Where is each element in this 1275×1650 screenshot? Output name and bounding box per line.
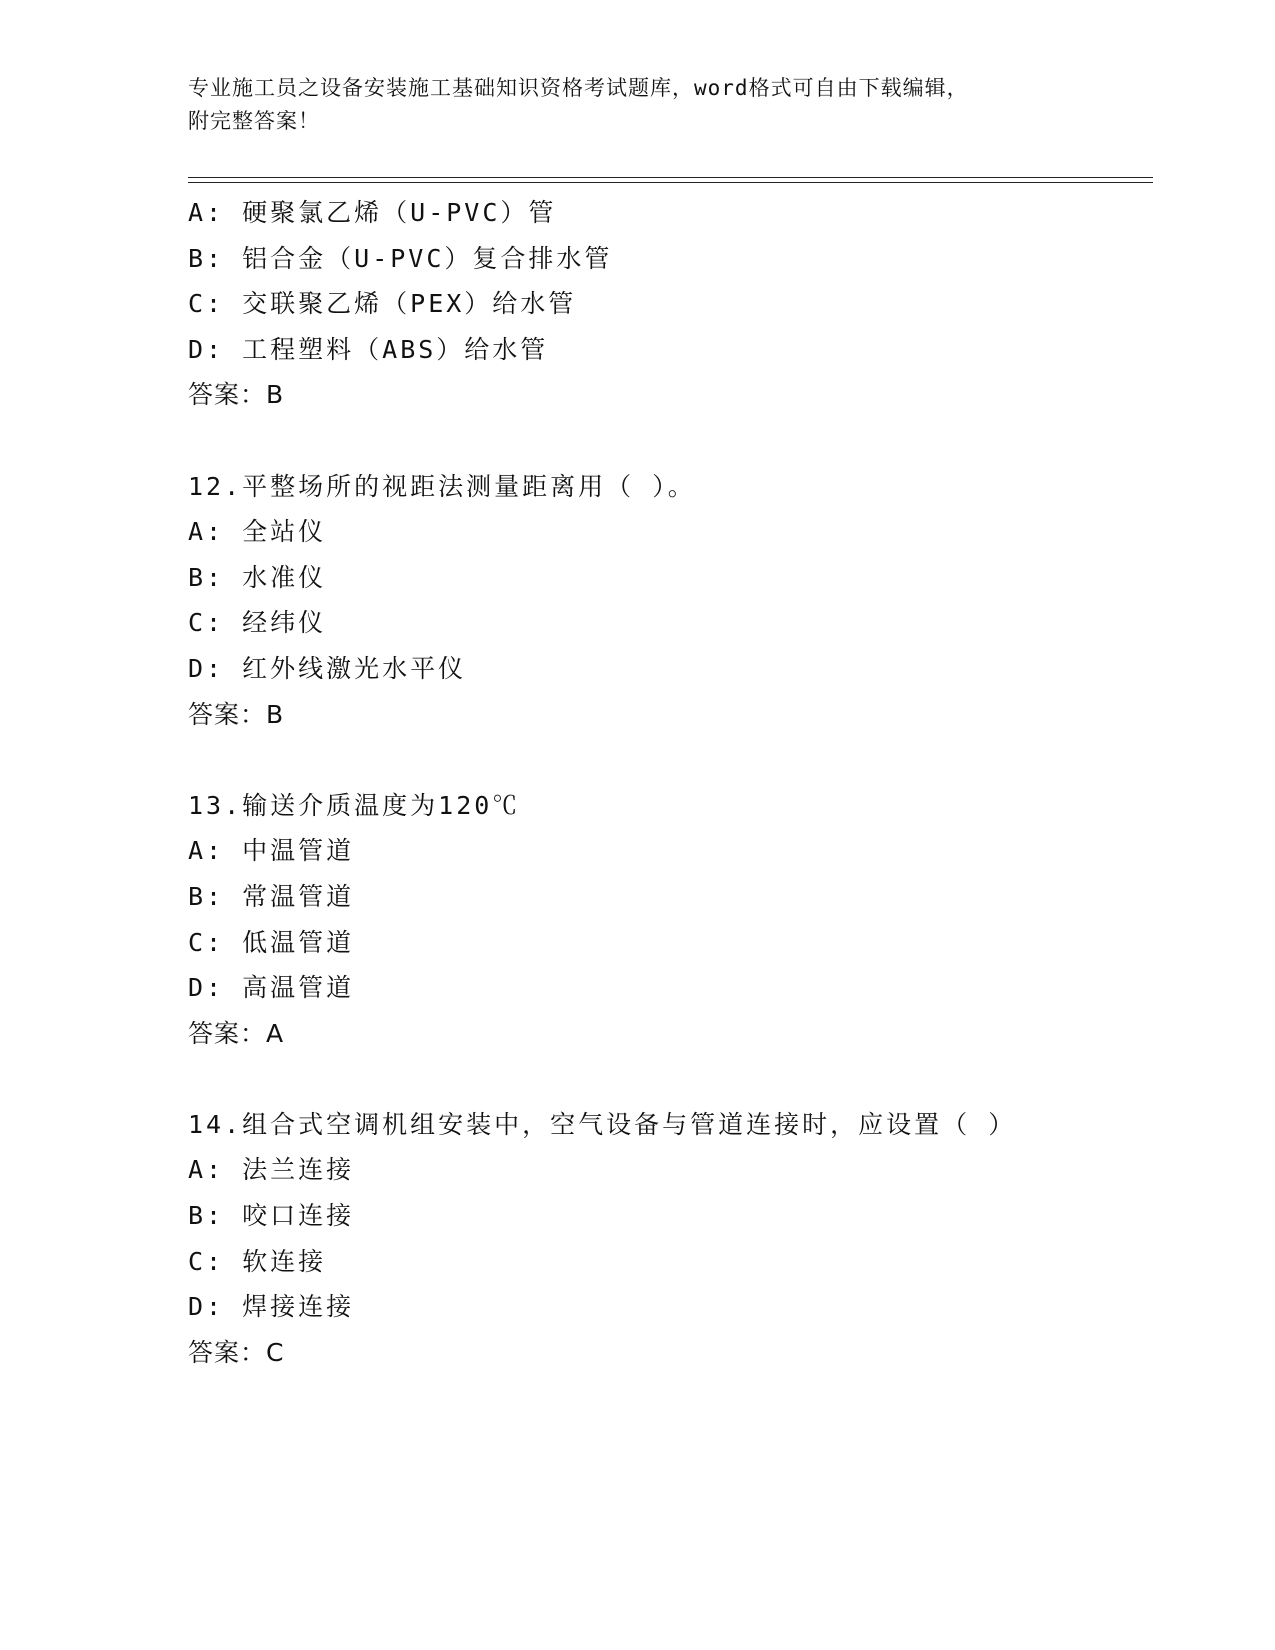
header-divider-bottom xyxy=(188,182,1153,183)
question-11-option-b: B: 铝合金（U-PVC）复合排水管 xyxy=(188,243,613,273)
document-header xyxy=(188,72,1088,138)
question-12-option-b: B: 水准仪 xyxy=(188,562,327,592)
question-14-option-a: A: 法兰连接 xyxy=(188,1155,355,1185)
question-11-answer: 答案：B xyxy=(188,380,285,410)
question-13-option-b: B: 常温管道 xyxy=(188,881,355,911)
question-13-option-a: A: 中温管道 xyxy=(188,836,355,866)
header-line-2: 附完整答案！ xyxy=(188,109,320,133)
question-12-answer: 答案：B xyxy=(188,699,285,729)
question-11-option-d: D: 工程塑料（ABS）给水管 xyxy=(188,334,549,364)
question-12-option-a: A: 全站仪 xyxy=(188,517,327,547)
question-12-option-d: D: 红外线激光水平仪 xyxy=(188,653,467,683)
question-13 xyxy=(188,783,1148,1057)
question-11 xyxy=(188,190,1148,418)
question-11-option-c: C: 交联聚乙烯（PEX）给水管 xyxy=(188,289,577,319)
question-13-stem: 13.输送介质温度为120℃ xyxy=(188,790,521,820)
question-13-option-c: C: 低温管道 xyxy=(188,927,355,957)
question-12-option-c: C: 经纬仪 xyxy=(188,608,327,638)
question-14-option-d: D: 焊接连接 xyxy=(188,1292,355,1322)
question-list xyxy=(188,190,1148,1375)
header-divider-top xyxy=(188,177,1153,178)
question-12-stem: 12.平整场所的视距法测量距离用（ ）。 xyxy=(188,471,696,501)
spacer xyxy=(188,418,1148,464)
question-14-option-c: C: 软连接 xyxy=(188,1246,327,1276)
question-13-option-d: D: 高温管道 xyxy=(188,973,355,1003)
question-14-answer: 答案：C xyxy=(188,1337,285,1367)
question-14-option-b: B: 咬口连接 xyxy=(188,1201,355,1231)
header-line-1: 专业施工员之设备安装施工基础知识资格考试题库，word格式可自由下载编辑， xyxy=(188,76,969,100)
question-11-option-a: A: 硬聚氯乙烯（U-PVC）管 xyxy=(188,198,557,227)
question-13-answer: 答案：A xyxy=(188,1018,285,1048)
question-14 xyxy=(188,1102,1148,1376)
question-12 xyxy=(188,464,1148,738)
spacer xyxy=(188,737,1148,783)
spacer xyxy=(188,1056,1148,1102)
question-14-stem: 14.组合式空调机组安装中，空气设备与管道连接时，应设置（ ） xyxy=(188,1109,1017,1139)
